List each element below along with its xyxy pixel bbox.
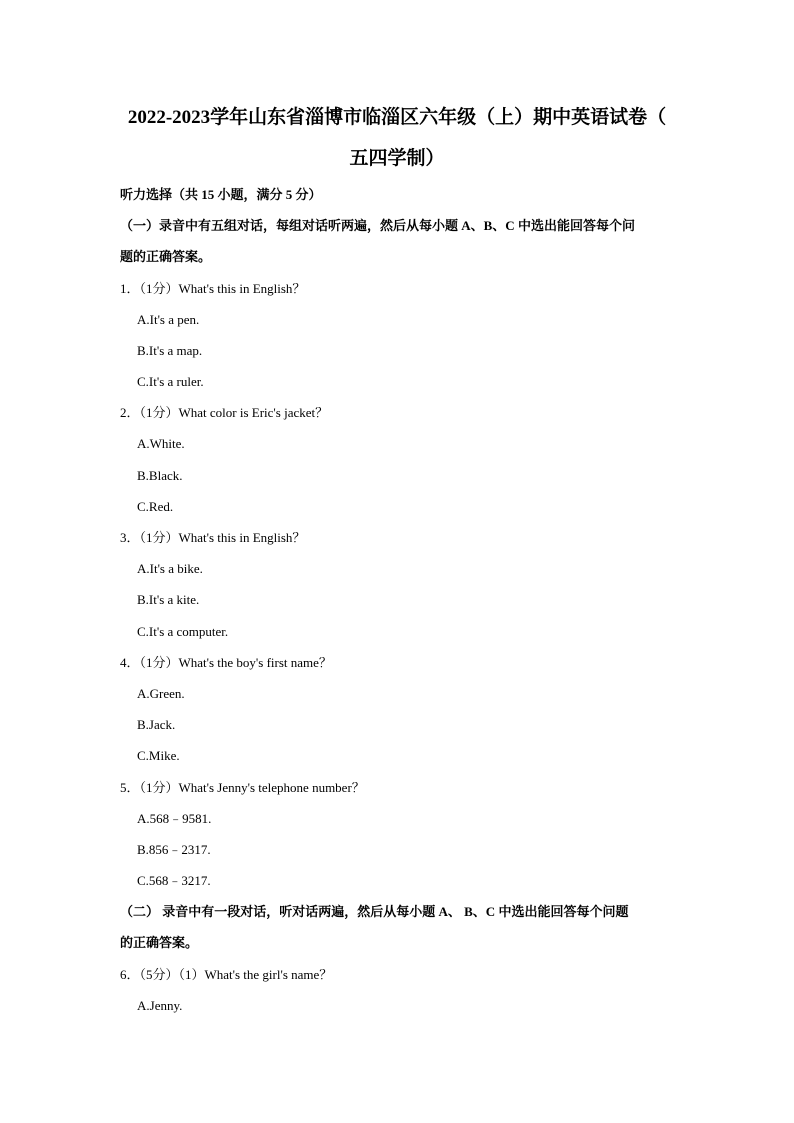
part2-instruction-line-1: （二） 录音中有一段对话，听对话两遍，然后从每小题 A、 B、C 中选出能回答每个问题 — [120, 904, 629, 919]
question-4-stem: 4．（1分）What's the boy's first name？ — [120, 655, 332, 670]
question-5-option-a: A.568﹣9581. — [137, 811, 212, 826]
question-4-option-b: B.Jack. — [137, 717, 176, 732]
question-6-stem: 6．（5分）（1）What's the girl's name？ — [120, 967, 333, 982]
question-1-stem: 1．（1分）What's this in English？ — [120, 281, 306, 296]
question-2-option-c: C.Red. — [137, 499, 174, 514]
part1-instruction-line-2: 题的正确答案。 — [120, 249, 212, 264]
question-5-stem: 5．（1分）What's Jenny's telephone number？ — [120, 780, 365, 795]
question-5-option-c: C.568﹣3217. — [137, 873, 211, 888]
question-2-option-a: A.White. — [137, 436, 185, 451]
question-4-option-c: C.Mike. — [137, 748, 180, 763]
question-4-option-a: A.Green. — [137, 686, 185, 701]
part1-instruction-line-1: （一）录音中有五组对话，每组对话听两遍，然后从每小题 A、B、C 中选出能回答每个问 — [120, 218, 635, 233]
question-6-option-a: A.Jenny. — [137, 998, 183, 1013]
question-3-option-b: B.It's a kite. — [137, 592, 200, 607]
exam-title-line-2: 五四学制） — [349, 148, 445, 169]
question-3-option-a: A.It's a bike. — [137, 561, 203, 576]
part2-instruction-line-2: 的正确答案。 — [120, 935, 199, 950]
question-1-option-c: C.It's a ruler. — [137, 374, 204, 389]
question-1-option-a: A.It's a pen. — [137, 312, 200, 327]
question-2-option-b: B.Black. — [137, 468, 183, 483]
question-3-stem: 3．（1分）What's this in English？ — [120, 530, 306, 545]
question-2-stem: 2．（1分）What color is Eric's jacket？ — [120, 405, 329, 420]
question-1-option-b: B.It's a map. — [137, 343, 203, 358]
question-5-option-b: B.856﹣2317. — [137, 842, 211, 857]
exam-title-line-1: 2022-2023学年山东省淄博市临淄区六年级（上）期中英语试卷（ — [127, 107, 667, 128]
section-heading: 听力选择（共 15 小题，满分 5 分） — [120, 187, 322, 202]
question-3-option-c: C.It's a computer. — [137, 624, 229, 639]
